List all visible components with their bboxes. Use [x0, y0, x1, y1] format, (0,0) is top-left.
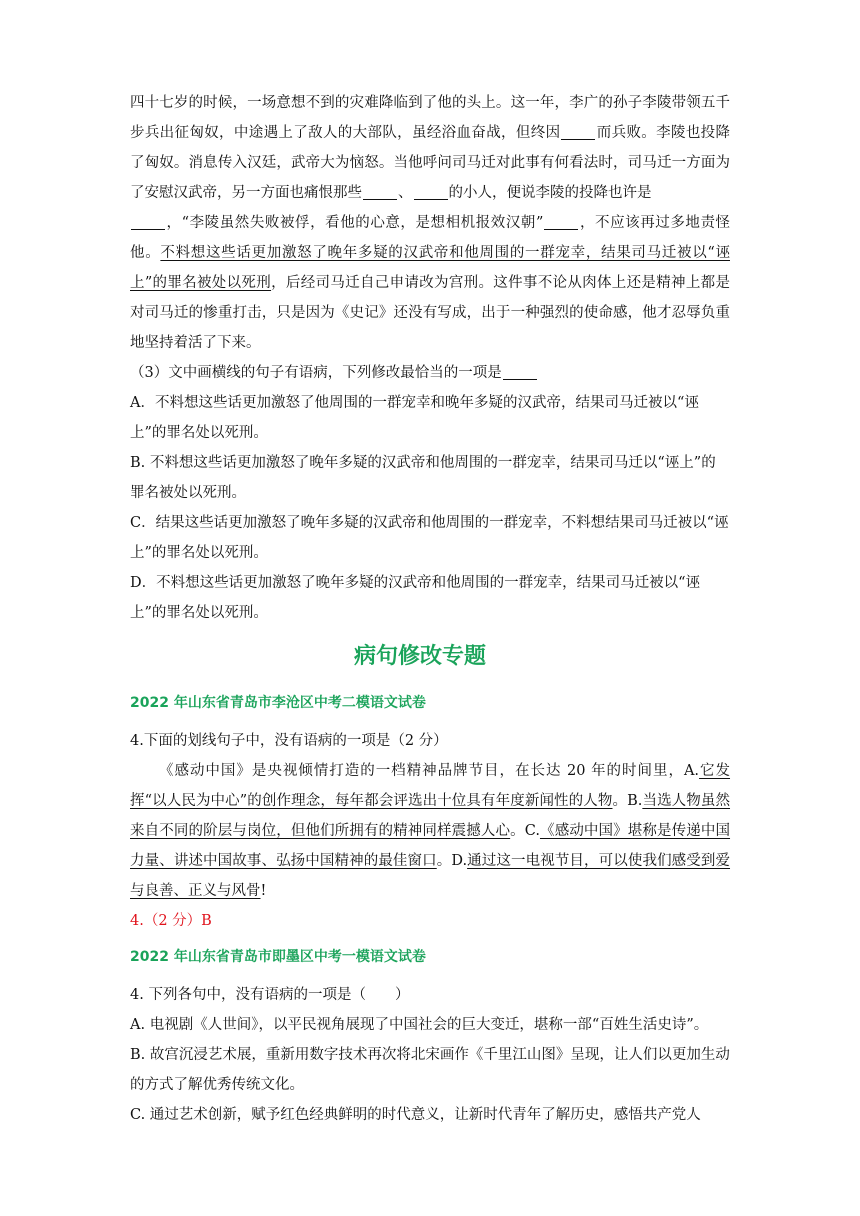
passage-text: ，后经司马迁自己申请改为宫刑。这件事不论从肉体上还是精神上都是对司马迁的惨重打击，只是因为《史记》还没有写成，出于一种强烈的使命感，他才忍辱负重地坚持着活了下来。	[130, 275, 730, 351]
exam-source-1: 2022 年山东省青岛市李沧区中考二模语文试卷	[130, 695, 426, 711]
sentence-a: 它发挥“以人民为中心”的创作理念，每年都会评选出十位具有年度新闻性的人物	[130, 763, 731, 809]
passage-text: 四十七岁的时候，一场意想不到的灾难降临到了他的头上。这一年，李广的孙子李陵带领五千步兵出征匈奴，中途遇上了敌人的大部队，虽经浴血奋战，但终因	[130, 95, 730, 141]
sentence-b: 当选人物虽然来自不同的阶层与岗位，但他们所拥有的精神同样震撼人心	[130, 793, 731, 839]
exam1-answer: 4.（2 分）B	[130, 913, 212, 929]
question-3-option-b: B. 不料想这些话更加激怒了晚年多疑的汉武帝和他周围的一群宠幸，结果司马迁以“诬上”的罪名被处以死刑。	[130, 455, 716, 501]
passage-text: 而兵败。李陵也投降了匈奴。消息传入汉廷，武帝大为恼怒。当他呼问司马迁对此事有何看法时，司马迁一方面为了安慰汉武帝，另一方面也痛恨那些	[130, 125, 731, 201]
sentence-d: 通过这一电视节目，可以使我们感受到爱与良善、正义与风骨	[130, 853, 731, 899]
exam2-option-b: B. 故宫沉浸艺术展，重新用数字技术再次将北宋画作《千里江山图》呈现，让人们以更加生动的方式了解优秀传统文化。	[130, 1047, 730, 1093]
exam-source-2: 2022 年山东省青岛市即墨区中考一模语文试卷	[130, 949, 426, 965]
fill-blank-1	[561, 125, 595, 141]
fill-blank-3	[414, 185, 448, 201]
fill-blank-2	[363, 185, 397, 201]
passage-text: ，“李陵虽然失败被俘，看他的心意，是想相机报效汉朝”	[166, 215, 544, 231]
exam2-question-stem: 4. 下列各句中，没有语病的一项是（ ）	[130, 987, 410, 1003]
fill-blank-4	[131, 215, 165, 231]
question-3-option-d: D．不料想这些话更加激怒了晚年多疑的汉武帝和他周围的一群宠幸，结果司马迁被以“诬上”的罪名处以死刑。	[130, 575, 701, 621]
exam1-passage: 《感动中国》是央视倾情打造的一档精神品牌节目，在长达 20 年的时间里，A.它发挥“以人民为中心”的创作理念，每年都会评选出十位具有年度新闻性的人物。B.当选人物虽然来自不同的阶层与岗位，但他们所拥有的精神同样震撼人心。C.《感动中国》堪称是传递中国力量、讲述中国故事、弘扬中国精神的最佳窗口。D.通过这一电视节目，可以使我们感受到爱与良善、正义与风骨!	[130, 763, 731, 899]
section-title: 病句修改专题	[353, 644, 486, 669]
passage-text: 、	[398, 185, 413, 201]
passage-paragraph	[130, 88, 730, 358]
exam2-option-a: A. 电视剧《人世间》，以平民视角展现了中国社会的巨大变迁，堪称一部“百姓生活史诗”。	[130, 1017, 709, 1033]
sentence-c: 《感动中国》堪称是传递中国力量、讲述中国故事、弘扬中国精神的最佳窗口	[130, 823, 731, 869]
question-3-option-a: A．不料想这些话更加激怒了他周围的一群宠幸和晚年多疑的汉武帝，结果司马迁被以“诬上”的罪名处以死刑。	[130, 395, 699, 441]
question-3-option-c: C．结果这些话更加激怒了晚年多疑的汉武帝和他周围的一群宠幸，不料想结果司马迁被以“诬上”的罪名处以死刑。	[130, 515, 729, 561]
passage-text: 的小人，便说李陵的投降也许是	[448, 185, 652, 201]
exam2-option-c: C. 通过艺术创新，赋予红色经典鲜明的时代意义，让新时代青年了解历史，感悟共产党人	[130, 1107, 701, 1123]
document-page	[130, 88, 730, 1130]
answer-blank	[503, 365, 537, 381]
fill-blank-5	[544, 215, 578, 231]
question-3-stem: （3）文中画横线的句子有语病，下列修改最恰当的一项是	[130, 358, 730, 388]
passage-text: ，不应该再过多地责怪他。	[130, 215, 731, 261]
underlined-sentence: 不料想这些话更加激怒了晚年多疑的汉武帝和他周围的一群宠幸，结果司马迁被以“诬上”的罪名被处以死刑	[130, 245, 730, 291]
exam1-question-stem: 4.下面的划线句子中，没有语病的一项是（2 分）	[130, 733, 448, 749]
